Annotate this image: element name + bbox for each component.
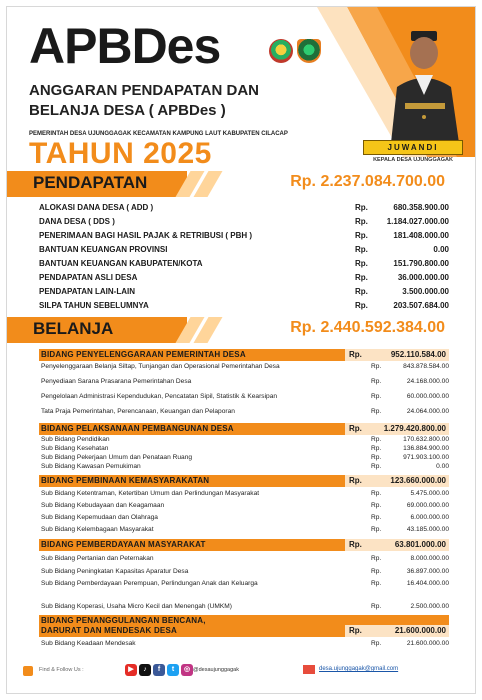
person-photo — [383, 25, 467, 143]
pendapatan-row: DANA DESA ( DDS ) Rp. 1.184.027.000.00 — [39, 217, 449, 226]
pendapatan-row: PENDAPATAN ASLI DESA Rp. 36.000.000.00 — [39, 273, 449, 282]
youtube-icon[interactable]: ▶ — [125, 664, 137, 676]
pendapatan-row: PENDAPATAN LAIN-LAIN Rp. 3.500.000.00 — [39, 287, 449, 296]
pendapatan-row: ALOKASI DANA DESA ( ADD ) Rp. 680.358.900.00 — [39, 203, 449, 212]
pendapatan-total: Rp. 2.237.084.700.00 — [290, 173, 445, 190]
page-title: APBDes — [29, 18, 221, 74]
facebook-icon[interactable]: f — [153, 664, 165, 676]
pendapatan-bar — [7, 171, 476, 197]
follow-icon — [23, 666, 33, 676]
pendapatan-row: PENERIMAAN BAGI HASIL PAJAK & RETRIBUSI ( PBH ) Rp. 181.408.000.00 — [39, 231, 449, 240]
footer — [7, 653, 476, 689]
pendapatan-row: SILPA TAHUN SEBELUMNYA Rp. 203.507.684.00 — [39, 301, 449, 310]
pendapatan-label: PENDAPATAN — [33, 173, 148, 192]
social-handle[interactable]: @desaujunggagak — [193, 667, 239, 673]
twitter-icon[interactable]: t — [167, 664, 179, 676]
mail-icon — [303, 665, 315, 674]
subtitle-line-2: BELANJA DESA ( APBDes ) — [29, 102, 226, 119]
pendapatan-row: BANTUAN KEUANGAN PROVINSI Rp. 0.00 — [39, 245, 449, 254]
poster: APBDes ANGGARAN PENDAPATAN DAN BELANJA DESA ( APBDes ) PEMERINTAH DESA UJUNGGAGAK KECAMATAN KAMPUNG LAUT KABUPATEN CILACAP TAHUN 2025 JUWANDI KEPALA DESA UJUNGGAGAK PENDAPATAN Rp. 2.237.084.700.00 ALOKASI DANA DESA ( ADD ) Rp. 680.358.900.00 DANA DESA ( DDS ) Rp. 1.184.027.000.00 PENERIMAAN BAGI HASIL PAJAK & RETRIBUSI ( PBH ) Rp. 181.408.000.00 BANTUAN KEUANGAN PROVINSI Rp. 0.00 BANTUAN KEUANGAN KABUPATEN/KOTA Rp. 151.790.800.00 PENDAPATAN ASLI DESA Rp. 36.000.000.00 PENDAPATAN LAIN-LAIN Rp. 3.500.000.00 SILPA TAHUN SEBELUMNYA Rp. 203.507.684.00 BELANJA Rp. 2.440.592.384.00 BIDANG PENYELENGGARAAN PEMERINTAH DESA Rp. 952.110.584.00 Penyelenggaraan Belanja Siltap, Tunjangan dan Operasional Pemerintahan Desa Rp. 843.878.584.00 Penyediaan Sarana Prasarana Pemerintahan Desa Rp. 24.168.000.00 Pengelolaan Administrasi Kependudukan, Pencatatan Sipil, Statistik & Kearsipan Rp. 60.000.000.00 Tata Praja Pemerintahan, Perencanaan, Keuangan dan Pelaporan Rp. 24.064.000.00 BIDANG PELAKSANAAN PEMBANGUNAN DESA Rp. 1.279.420.800.00 Sub Bidang Pendidikan Rp. 170.632.800.00 Sub Bidang Kesehatan Rp. 136.884.900.00 Sub Bidang Pekerjaan Umum dan Penataan Ruang Rp. 971.903.100.00 Sub Bidang Kawasan Pemukiman Rp. 0.00 BIDANG PEMBINAAN KEMASYARAKATAN Rp. 123.660.000.00 Sub Bidang Ketentraman, Ketertiban Umum dan Perlindungan Masyarakat Rp. 5.475.000.00 Sub Bidang Kebudayaan dan Keagamaan Rp. 69.000.000.00 Sub Bidang Kepemudaan dan Olahraga Rp. 6.000.000.00 Sub Bidang Kelembagaan Masyarakat Rp. 43.185.000.00 BIDANG PEMBERDAYAAN MASYARAKAT Rp. 63.801.000.00 Sub Bidang Pertanian dan Peternakan Rp. 8.000.000.00 Sub Bidang Peningkatan Kapasitas Aparatur Desa Rp. 36.897.000.00 Sub Bidang Pemberdayaan Perempuan, Perlindungan Anak dan Keluarga Rp. 16.404.000.00 Sub Bidang Koperasi, Usaha Micro Kecil dan Menengah (UMKM) Rp. 2.500.000.00 BIDANG PENANGGULANGAN BENCANA, DARURAT DAN MENDESAK DESA Rp. 21.600.000.00 Sub Bidang Keadaan Mendesak Rp. 21.600.000.00 Find & Follow Us : ▶ ♪ f t ◎ @desaujunggagak desa.ujunggagak@gmail.com — [6, 6, 476, 694]
tiktok-icon[interactable]: ♪ — [139, 664, 151, 676]
year-label: TAHUN 2025 — [29, 137, 212, 170]
location-line: PEMERINTAH DESA UJUNGGAGAK KECAMATAN KAMPUNG LAUT KABUPATEN CILACAP — [29, 131, 288, 137]
belanja-bar — [7, 317, 476, 343]
regency-logo-icon — [269, 39, 293, 63]
social-icons — [125, 664, 193, 676]
belanja-total: Rp. 2.440.592.384.00 — [290, 319, 445, 336]
person-name: JUWANDI — [363, 140, 463, 155]
follow-label: Find & Follow Us : — [39, 667, 84, 673]
bidang-header: BIDANG PEMBINAAN KEMASYARAKATAN Rp. 123.660.000.00 — [39, 475, 449, 487]
instagram-icon[interactable]: ◎ — [181, 664, 193, 676]
email-link[interactable]: desa.ujunggagak@gmail.com — [319, 666, 399, 672]
subtitle — [29, 81, 259, 121]
village-logo-icon — [297, 39, 321, 63]
logos — [269, 39, 321, 63]
person-role: KEPALA DESA UJUNGGAGAK — [373, 157, 453, 163]
bidang-header: BIDANG PENANGGULANGAN BENCANA, DARURAT DAN MENDESAK DESA Rp. 21.600.000.00 — [39, 615, 449, 637]
bidang-header: BIDANG PEMBERDAYAAN MASYARAKAT Rp. 63.801.000.00 — [39, 539, 449, 551]
subtitle-line-1: ANGGARAN PENDAPATAN DAN — [29, 82, 259, 99]
bidang-header: BIDANG PENYELENGGARAAN PEMERINTAH DESA Rp. 952.110.584.00 — [39, 349, 449, 361]
pendapatan-row: BANTUAN KEUANGAN KABUPATEN/KOTA Rp. 151.790.800.00 — [39, 259, 449, 268]
bidang-header: BIDANG PELAKSANAAN PEMBANGUNAN DESA Rp. 1.279.420.800.00 — [39, 423, 449, 435]
belanja-label: BELANJA — [33, 319, 114, 338]
